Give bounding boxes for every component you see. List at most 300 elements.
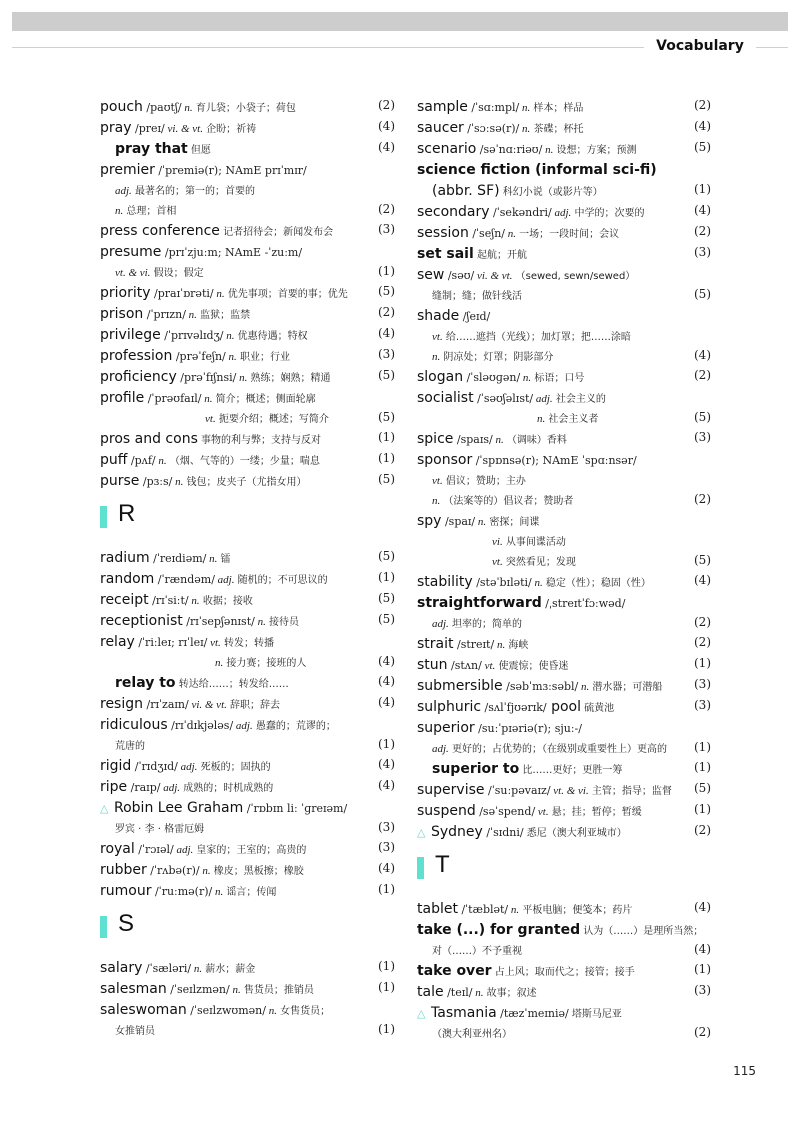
headword: salary (100, 960, 143, 976)
part-of-speech: n. (223, 330, 235, 342)
definition: 假设；假定 (150, 268, 204, 279)
headword: press conference (100, 223, 220, 239)
unit-number: (2) (694, 224, 711, 238)
unit-number: (5) (378, 472, 395, 486)
vocab-entry (100, 469, 395, 490)
unit-number: (2) (694, 1025, 711, 1039)
unit-number: (3) (694, 245, 711, 259)
definition: 占上风；取而代之；接管；接手 (491, 967, 635, 978)
section-heading (100, 490, 395, 546)
definition: 薪水；薪金 (202, 964, 256, 975)
unit-number: (2) (694, 98, 711, 112)
part-of-speech: n. (206, 553, 218, 565)
vocab-entry (100, 879, 395, 900)
headword: pray that (115, 141, 188, 157)
unit-number: (4) (378, 861, 395, 875)
headword: random (100, 571, 155, 587)
vocab-entry-continuation (417, 1022, 711, 1042)
vocab-entry (417, 570, 711, 591)
vocab-entry-continuation (100, 817, 395, 837)
headword: royal (100, 841, 135, 857)
headword: proficiency (100, 369, 177, 385)
phonetic: /səbˈmɜːsəbl/ (502, 680, 579, 693)
vocab-entry (417, 959, 711, 980)
headword: ripe (100, 779, 128, 795)
part-of-speech: n. (492, 434, 504, 446)
unit-number: (1) (378, 980, 395, 994)
unit-number: (1) (378, 451, 395, 465)
headword: spice (417, 431, 454, 447)
phonetic: /stəˈbɪləti/ (472, 576, 532, 589)
headword: salesman (100, 981, 167, 997)
phonetic: /ʃeɪd/ (459, 310, 491, 323)
phonetic: /rɪˈsepʃənɪst/ (182, 615, 255, 628)
definition: 企盼；祈祷 (202, 124, 257, 135)
headword: tale (417, 984, 444, 1000)
headword: saucer (417, 120, 464, 136)
unit-number: (2) (378, 98, 395, 112)
phonetic: /ˈrɔɪəl/ (134, 843, 174, 856)
vocab-entry (417, 918, 711, 939)
vocab-entry-continuation (100, 179, 395, 199)
definition: 接待员 (265, 617, 300, 628)
unit-number: (4) (378, 778, 395, 792)
part-of-speech: vi. & vt. (164, 123, 203, 135)
definition: 平板电脑；便笺本；药片 (519, 905, 633, 916)
phonetic: /ˈseɪlzwʊmən/ (186, 1004, 266, 1017)
part-of-speech: n. (254, 616, 266, 628)
unit-number: (2) (694, 368, 711, 382)
vocab-entry-continuation (417, 550, 711, 570)
vocab-entry (417, 980, 711, 1001)
phonetic: /pɜːs/ (139, 475, 173, 488)
page-header-title: Vocabulary (656, 38, 744, 54)
vocab-entry (417, 95, 711, 116)
phonetic: /stʌn/ (447, 659, 482, 672)
phonetic: /sʌlˈfjʊərɪk/ (481, 701, 547, 714)
headword: supervise (417, 782, 485, 798)
unit-number: (1) (694, 740, 711, 754)
headword: pray (100, 120, 132, 136)
vocab-entry (417, 304, 711, 325)
definition: 塔斯马尼亚 (568, 1009, 622, 1020)
vocab-entry (417, 179, 711, 200)
vocab-entry-continuation (417, 489, 711, 509)
vocab-entry (100, 323, 395, 344)
headword: secondary (417, 204, 490, 220)
vocab-entry-continuation (417, 284, 711, 304)
vocab-entry (100, 692, 395, 713)
part-of-speech: n. (432, 495, 441, 507)
vocab-entry-continuation (417, 737, 711, 757)
phonetic: /ˈpremiə(r); NAmE prɪˈmɪr/ (154, 164, 307, 177)
section-heading (417, 841, 711, 897)
definition: 职业；行业 (236, 352, 290, 363)
vocab-entry (100, 137, 395, 158)
part-of-speech: vi. & vt. (188, 699, 227, 711)
headword: strait (417, 636, 454, 652)
vocab-entry-continuation (100, 199, 395, 219)
vocab-entry (417, 509, 711, 530)
headword: puff (100, 452, 128, 468)
vocab-entry (100, 588, 395, 609)
definition: 密探；间谍 (486, 517, 540, 528)
unit-number: (4) (378, 326, 395, 340)
vocab-entry (417, 591, 711, 612)
part-of-speech: n. (494, 639, 506, 651)
definition: 随机的；不可思议的 (234, 575, 328, 586)
definition: （烟、气等的）一缕；少量；喘息 (166, 456, 320, 467)
headword: Tasmania (431, 1005, 497, 1021)
phonetic: /səˈspend/ (475, 805, 536, 818)
definition: 设想；方案；预测 (553, 145, 637, 156)
part-of-speech: n. (191, 963, 203, 975)
headword: ridiculous (100, 717, 168, 733)
phonetic: /ˈtæblət/ (457, 903, 509, 916)
definition: 总理；首相 (123, 206, 177, 217)
definition: 女推销员 (115, 1026, 155, 1037)
unit-number: (1) (378, 882, 395, 896)
headword: superior (417, 720, 475, 736)
part-of-speech: vt. & vi. (115, 267, 151, 279)
phonetic: /suːˈpɪəriə(r); sjuː-/ (474, 722, 582, 735)
definition: 罗宾 · 李 · 格雷厄姆 (115, 824, 205, 835)
phonetic: /streɪt/ (453, 638, 495, 651)
part-of-speech: n. (472, 987, 484, 999)
unit-number: (3) (378, 820, 395, 834)
part-of-speech: vi. (492, 536, 503, 548)
headword: sew (417, 267, 445, 283)
unit-number: (1) (694, 802, 711, 816)
phonetic: /ˈruːmə(r)/ (151, 885, 213, 898)
phonetic: /ˈseɪlzmən/ (166, 983, 230, 996)
part-of-speech: adj. (177, 761, 198, 773)
vocab-entry-continuation (100, 734, 395, 754)
vocab-entry (100, 240, 395, 261)
headword: prison (100, 306, 144, 322)
headword: tablet (417, 901, 458, 917)
part-of-speech: n. (185, 309, 197, 321)
vocab-entry (417, 674, 711, 695)
phonetic: /ˈsekəndri/ (489, 206, 552, 219)
unit-number: (1) (378, 737, 395, 751)
definition: 悉尼（澳大利亚城市） (523, 828, 627, 839)
definition: 比……更好；更胜一筹 (519, 765, 623, 776)
unit-number: (3) (378, 347, 395, 361)
headword: pros and cons (100, 431, 198, 447)
part-of-speech: n. (432, 351, 441, 363)
definition: 最著名的；第一的；首要的 (131, 186, 255, 197)
headword: profile (100, 390, 145, 406)
vocab-entry (100, 796, 395, 817)
vocab-entry (100, 858, 395, 879)
definition: 女售货员； (276, 1006, 331, 1017)
vocab-entry (100, 344, 395, 365)
vocab-entry-continuation (100, 651, 395, 671)
phonetic: /praɪˈɒrəti/ (150, 287, 214, 300)
part-of-speech: n. (115, 205, 124, 217)
unit-number: (3) (694, 677, 711, 691)
headword: resign (100, 696, 144, 712)
unit-number: (4) (694, 573, 711, 587)
unit-number: (5) (694, 553, 711, 567)
definition: 谣言；传闻 (223, 887, 277, 898)
part-of-speech: n. (225, 351, 237, 363)
definition: 优先事项；首要的事；优先 (224, 289, 348, 300)
definition: 育儿袋；小袋子；荷包 (192, 103, 296, 114)
vocab-entry-continuation (100, 261, 395, 281)
part-of-speech: n. (172, 476, 184, 488)
phonetic: /teɪl/ (443, 986, 473, 999)
part-of-speech: vt. (432, 331, 443, 343)
page-number: 115 (733, 1064, 756, 1078)
definition: 起航；开航 (473, 250, 527, 261)
vocab-entry (417, 716, 711, 737)
definition: 钱包；皮夹子（尤指女用） (183, 477, 307, 488)
part-of-speech: adj. (115, 185, 132, 197)
headword: receptionist (100, 613, 183, 629)
headword: saleswoman (100, 1002, 187, 1018)
definition: 样本；样品 (530, 103, 584, 114)
headword: priority (100, 285, 151, 301)
phonetic: /rɪˈdɪkjələs/ (167, 719, 234, 732)
definition: 给……遮挡（光线）；加灯罩；把……涂暗 (442, 332, 631, 343)
headword: stability (417, 574, 473, 590)
part-of-speech: n. (542, 144, 554, 156)
phonetic: /ˈprɪvəlɪdʒ/ (160, 329, 224, 342)
definition: 售货员；推销员 (240, 985, 314, 996)
part-of-speech: n. (236, 372, 248, 384)
unit-number: (2) (378, 305, 395, 319)
vocab-entry (100, 158, 395, 179)
vocab-entry-continuation (417, 939, 711, 959)
vocab-entry (417, 116, 711, 137)
phonetic: /ˈsuːpəvaɪz/ (484, 784, 551, 797)
part-of-speech: vi. & vt. (474, 270, 513, 282)
headword: stun (417, 657, 448, 673)
headword: spy (417, 513, 442, 529)
headword: pool (546, 699, 581, 715)
definition: 成熟的；时机成熟的 (180, 783, 274, 794)
headword: superior to (432, 761, 520, 777)
phonetic: /ˈsɑːmpl/ (467, 101, 520, 114)
vocab-entry (100, 219, 395, 240)
definition: 扼要介绍；概述；写简介 (215, 414, 329, 425)
vocab-entry (100, 713, 395, 734)
vocab-entry (417, 448, 711, 469)
part-of-speech: n. (213, 288, 225, 300)
definition: 收据；接收 (199, 596, 253, 607)
vocab-entry-continuation (100, 407, 395, 427)
vocab-entry (100, 609, 395, 630)
definition: （sewed, sewn/sewed） (512, 271, 636, 282)
part-of-speech: n. (155, 455, 167, 467)
definition: 主管；指导；监督 (588, 786, 672, 797)
definition: 海峡 (505, 640, 529, 651)
unit-number: (4) (694, 119, 711, 133)
phonetic: /pʌf/ (127, 454, 156, 467)
phonetic: /ˈrɪdʒɪd/ (131, 760, 178, 773)
part-of-speech: n. (188, 595, 200, 607)
part-of-speech: n. (520, 372, 532, 384)
headword: take over (417, 963, 492, 979)
definition: 社会主义者 (545, 414, 599, 425)
definition: （法案等的）倡议者；赞助者 (440, 496, 574, 507)
headword: suspend (417, 803, 476, 819)
headword: privilege (100, 327, 161, 343)
vocab-entry (100, 546, 395, 567)
unit-number: (3) (694, 983, 711, 997)
definition: 简介；概述；侧面轮廓 (212, 394, 316, 405)
unit-number: (3) (694, 698, 711, 712)
definition: 社会主义的 (552, 394, 606, 405)
unit-number: (3) (378, 222, 395, 236)
phonetic: /ˈsləʊɡən/ (463, 371, 521, 384)
unit-number: (4) (378, 140, 395, 154)
unit-number: (1) (694, 182, 711, 196)
headword: straightforward (417, 595, 542, 611)
vocab-entry (100, 775, 395, 796)
unit-number: (1) (378, 1022, 395, 1036)
phonetic: /ˈspɒnsə(r); NAmE ˈspɑːnsər/ (472, 454, 637, 467)
vocab-entry (100, 754, 395, 775)
vocab-entry (417, 221, 711, 242)
headword: rigid (100, 758, 132, 774)
definition: 转达给……；转发给…… (175, 679, 289, 690)
vocab-entry (100, 95, 395, 116)
headword: rubber (100, 862, 147, 878)
vocab-entry (417, 242, 711, 263)
definition: 死板的；固执的 (197, 762, 271, 773)
headword: rumour (100, 883, 152, 899)
phonetic: /ˈrɒbɪn liː ˈɡreɪəm/ (243, 802, 348, 815)
part-of-speech: vt. (205, 413, 216, 425)
unit-number: (4) (378, 674, 395, 688)
vocab-entry (417, 1001, 711, 1022)
definition: 愚蠢的；荒谬的； (252, 721, 336, 732)
phonetic: /prɪˈzjuːm; NAmE -ˈzuːm/ (161, 246, 303, 259)
phonetic: /spaɪs/ (453, 433, 493, 446)
vocab-entry (417, 386, 711, 407)
definition: 监狱；监禁 (196, 310, 251, 321)
unit-number: (1) (694, 656, 711, 670)
unit-number: (4) (378, 695, 395, 709)
unit-number: (5) (694, 410, 711, 424)
phonetic: /ˈrʌbə(r)/ (146, 864, 200, 877)
phonetic: /raɪp/ (127, 781, 161, 794)
part-of-speech: adj. (432, 618, 449, 630)
phonetic: /ˈsɔːsə(r)/ (463, 122, 520, 135)
definition: 从事间谍活动 (502, 537, 566, 548)
definition: 稳定（性）；稳固（性） (542, 578, 651, 589)
headword: premier (100, 162, 155, 178)
section-marker-bar (417, 857, 424, 879)
phonetic: /ˈriːleɪ; rɪˈleɪ/ (134, 636, 208, 649)
vocab-entry (417, 632, 711, 653)
unit-number: (2) (378, 202, 395, 216)
right-column (417, 95, 711, 1042)
phonetic: /paʊtʃ/ (142, 101, 182, 114)
vocab-entry (417, 799, 711, 820)
part-of-speech: n. (181, 102, 193, 114)
definition: 记者招待会；新闻发布会 (219, 227, 334, 238)
unit-number: (3) (378, 840, 395, 854)
headword: radium (100, 550, 150, 566)
definition: 使震惊；使昏迷 (495, 661, 569, 672)
definition: 硫黄池 (580, 703, 615, 714)
definition: 倡议；赞助；主办 (442, 476, 526, 487)
vocab-entry (100, 302, 395, 323)
part-of-speech: n. (531, 577, 543, 589)
vocab-entry (100, 977, 395, 998)
phonetic: /ˈprɪzn/ (143, 308, 186, 321)
phonetic: /prəˈfeʃn/ (172, 350, 226, 363)
part-of-speech: n. (215, 657, 224, 669)
phonetic: /spaɪ/ (441, 515, 476, 528)
part-of-speech: n. (201, 393, 213, 405)
part-of-speech: vt. (481, 660, 496, 672)
vocab-entry (100, 386, 395, 407)
section-marker-bar (100, 506, 107, 528)
vocab-entry (417, 158, 711, 179)
part-of-speech: adj. (214, 574, 235, 586)
unit-number: (2) (694, 823, 711, 837)
vocab-entry-continuation (417, 407, 711, 427)
definition: 转发；转播 (220, 638, 274, 649)
unit-number: (5) (694, 781, 711, 795)
part-of-speech: vt. (432, 475, 443, 487)
unit-number: (1) (378, 430, 395, 444)
vocab-entry (417, 897, 711, 918)
headword: take (...) for granted (417, 922, 581, 938)
vocab-entry (100, 281, 395, 302)
phonetic: /ˈsəʊʃəlɪst/ (473, 392, 534, 405)
definition: 茶碟；杯托 (530, 124, 584, 135)
definition: 对（……）不予重视 (432, 946, 522, 957)
phonetic: /səʊ/ (444, 269, 475, 282)
section-heading (100, 900, 395, 956)
part-of-speech: n. (265, 1005, 277, 1017)
phonetic: /ˌstreɪtˈfɔːwəd/ (541, 597, 626, 610)
unit-number: (5) (378, 549, 395, 563)
part-of-speech: n. (508, 904, 520, 916)
unit-number: (4) (694, 942, 711, 956)
definition: 优惠待遇；特权 (234, 331, 308, 342)
vocab-entry-continuation (417, 612, 711, 632)
vocab-entry (100, 671, 395, 692)
part-of-speech: adj. (173, 844, 194, 856)
definition: 辞职；辞去 (226, 700, 281, 711)
part-of-speech: adj. (551, 207, 572, 219)
headword: purse (100, 473, 140, 489)
part-of-speech: n. (537, 413, 546, 425)
triangle-marker-icon: △ (100, 802, 109, 815)
definition: 坦率的；简单的 (448, 619, 522, 630)
headword: shade (417, 308, 460, 324)
vocab-entry (417, 137, 711, 158)
headword: profession (100, 348, 173, 364)
vocab-entry (100, 448, 395, 469)
headword: Sydney (431, 824, 483, 840)
vocab-entry (417, 365, 711, 386)
part-of-speech: n. (475, 516, 487, 528)
headword: (abbr. SF) (432, 183, 500, 199)
headword: science fiction (informal sci-fi) (417, 162, 657, 178)
definition: 故事；叙述 (483, 988, 537, 999)
definition: 科幻小说（或影片等） (499, 187, 603, 198)
unit-number: (3) (694, 430, 711, 444)
part-of-speech: n. (212, 886, 224, 898)
